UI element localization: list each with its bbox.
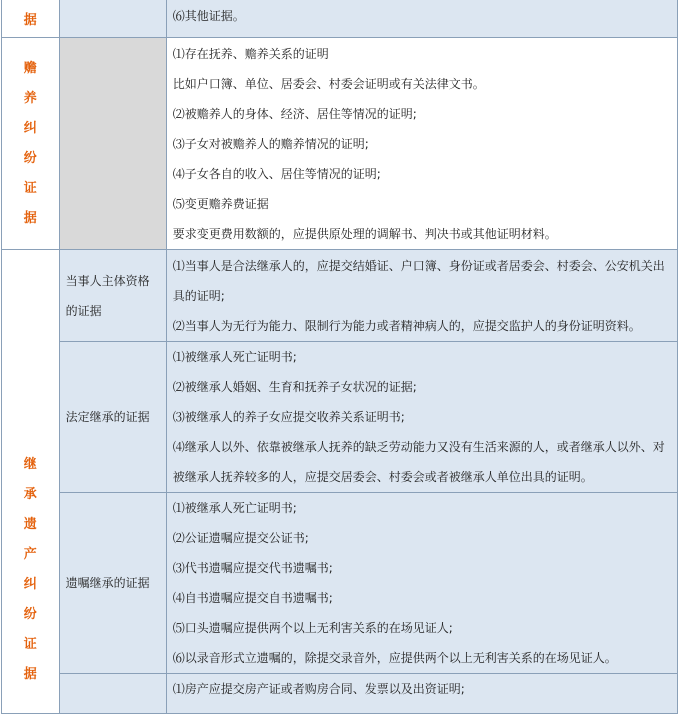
table-row [2, 38, 678, 250]
items-cell [166, 493, 677, 674]
list-item: 比如户口簿、单位、居委会、村委会证明或有关法律文书。 [172, 76, 485, 91]
category-cell [2, 250, 60, 714]
table-row [2, 493, 678, 674]
list-item: ⑷自书遗嘱应提交自书遗嘱书; [172, 591, 333, 605]
list-item: ⑴被继承人死亡证明书; [172, 501, 297, 515]
category-char: 据 [23, 667, 37, 682]
items-cell [166, 342, 677, 493]
category-char: 赡 [23, 60, 37, 76]
list-item: ⑴被继承人死亡证明书; [172, 350, 297, 364]
list-item: ⑴房产应提交房产证或者购房合同、发票以及出资证明; [172, 682, 465, 696]
category-char: 承 [23, 487, 37, 502]
sub-label-cell [59, 0, 166, 38]
sub-label-cell: 法定继承的证据 [59, 342, 166, 493]
list-item: ⑵被赡养人的身体、经济、居住等情况的证明; [172, 106, 417, 121]
category-char: 纠 [23, 577, 37, 592]
category-char: 纠 [23, 120, 37, 136]
list-item: ⑶代书遗嘱应提交代书遗嘱书; [172, 561, 333, 575]
table-row [2, 342, 678, 493]
sub-label-cell: 遗嘱继承的证据 [59, 493, 166, 674]
category-char: 据 [23, 210, 37, 226]
table-row [2, 0, 678, 38]
list-item: ⑵当事人为无行为能力、限制行为能力或者精神病人的，应提交监护人的身份证明资料。 [172, 318, 641, 333]
category-char: 继 [23, 457, 37, 472]
list-item: ⑶子女对被赡养人的赡养情况的证明; [172, 136, 369, 151]
list-item: ⑴当事人是合法继承人的，应提交结婚证、户口簿、身份证或者居委会、村委会、公安机关出具的证明; [172, 258, 665, 303]
sub-label-cell [59, 674, 166, 714]
category-char: 纷 [23, 607, 37, 622]
list-item: ⑵被继承人婚姻、生育和抚养子女状况的证据; [172, 380, 417, 394]
sub-label-cell: 当事人主体资格的证据 [59, 250, 166, 342]
list-item: 要求变更费用数额的，应提供原处理的调解书、判决书或其他证明材料。 [172, 226, 557, 241]
category-char: 遗 [23, 517, 37, 532]
items-cell [166, 674, 677, 714]
list-item: ⑷子女各自的收入、居住等情况的证明; [172, 166, 381, 181]
category-char: 产 [23, 547, 37, 562]
category-char: 纷 [23, 150, 37, 166]
items-cell [166, 38, 677, 250]
list-item: ⑶被继承人的养子女应提交收养关系证明书; [172, 410, 405, 424]
sub-label-cell [59, 38, 166, 250]
list-item: ⑸变更赡养费证据 [172, 196, 269, 211]
category-char: 据 [23, 12, 37, 28]
category-char: 养 [23, 90, 37, 106]
list-item: ⑴存在抚养、赡养关系的证明 [172, 46, 329, 61]
items-cell [166, 0, 677, 38]
evidence-table [1, 0, 678, 714]
list-item: ⑵公证遗嘱应提交公证书; [172, 531, 309, 545]
list-item: ⑹其他证据。 [172, 8, 245, 23]
list-item: ⑹以录音形式立遗嘱的，除提交录音外，应提供两个以上无利害关系的在场见证人。 [172, 651, 617, 665]
list-item: ⑸口头遗嘱应提供两个以上无利害关系的在场见证人; [172, 621, 453, 635]
items-cell [166, 250, 677, 342]
category-cell [2, 38, 60, 250]
category-cell [2, 0, 60, 38]
category-char: 证 [23, 180, 37, 196]
category-char: 证 [23, 637, 37, 652]
list-item: ⑷继承人以外、依靠被继承人抚养的缺乏劳动能力又没有生活来源的人，或者继承人以外、对被继承人抚养较多的人，应提交居委会、村委会或者被继承人单位出具的证明。 [172, 440, 665, 484]
table-row [2, 250, 678, 342]
table-row [2, 674, 678, 714]
